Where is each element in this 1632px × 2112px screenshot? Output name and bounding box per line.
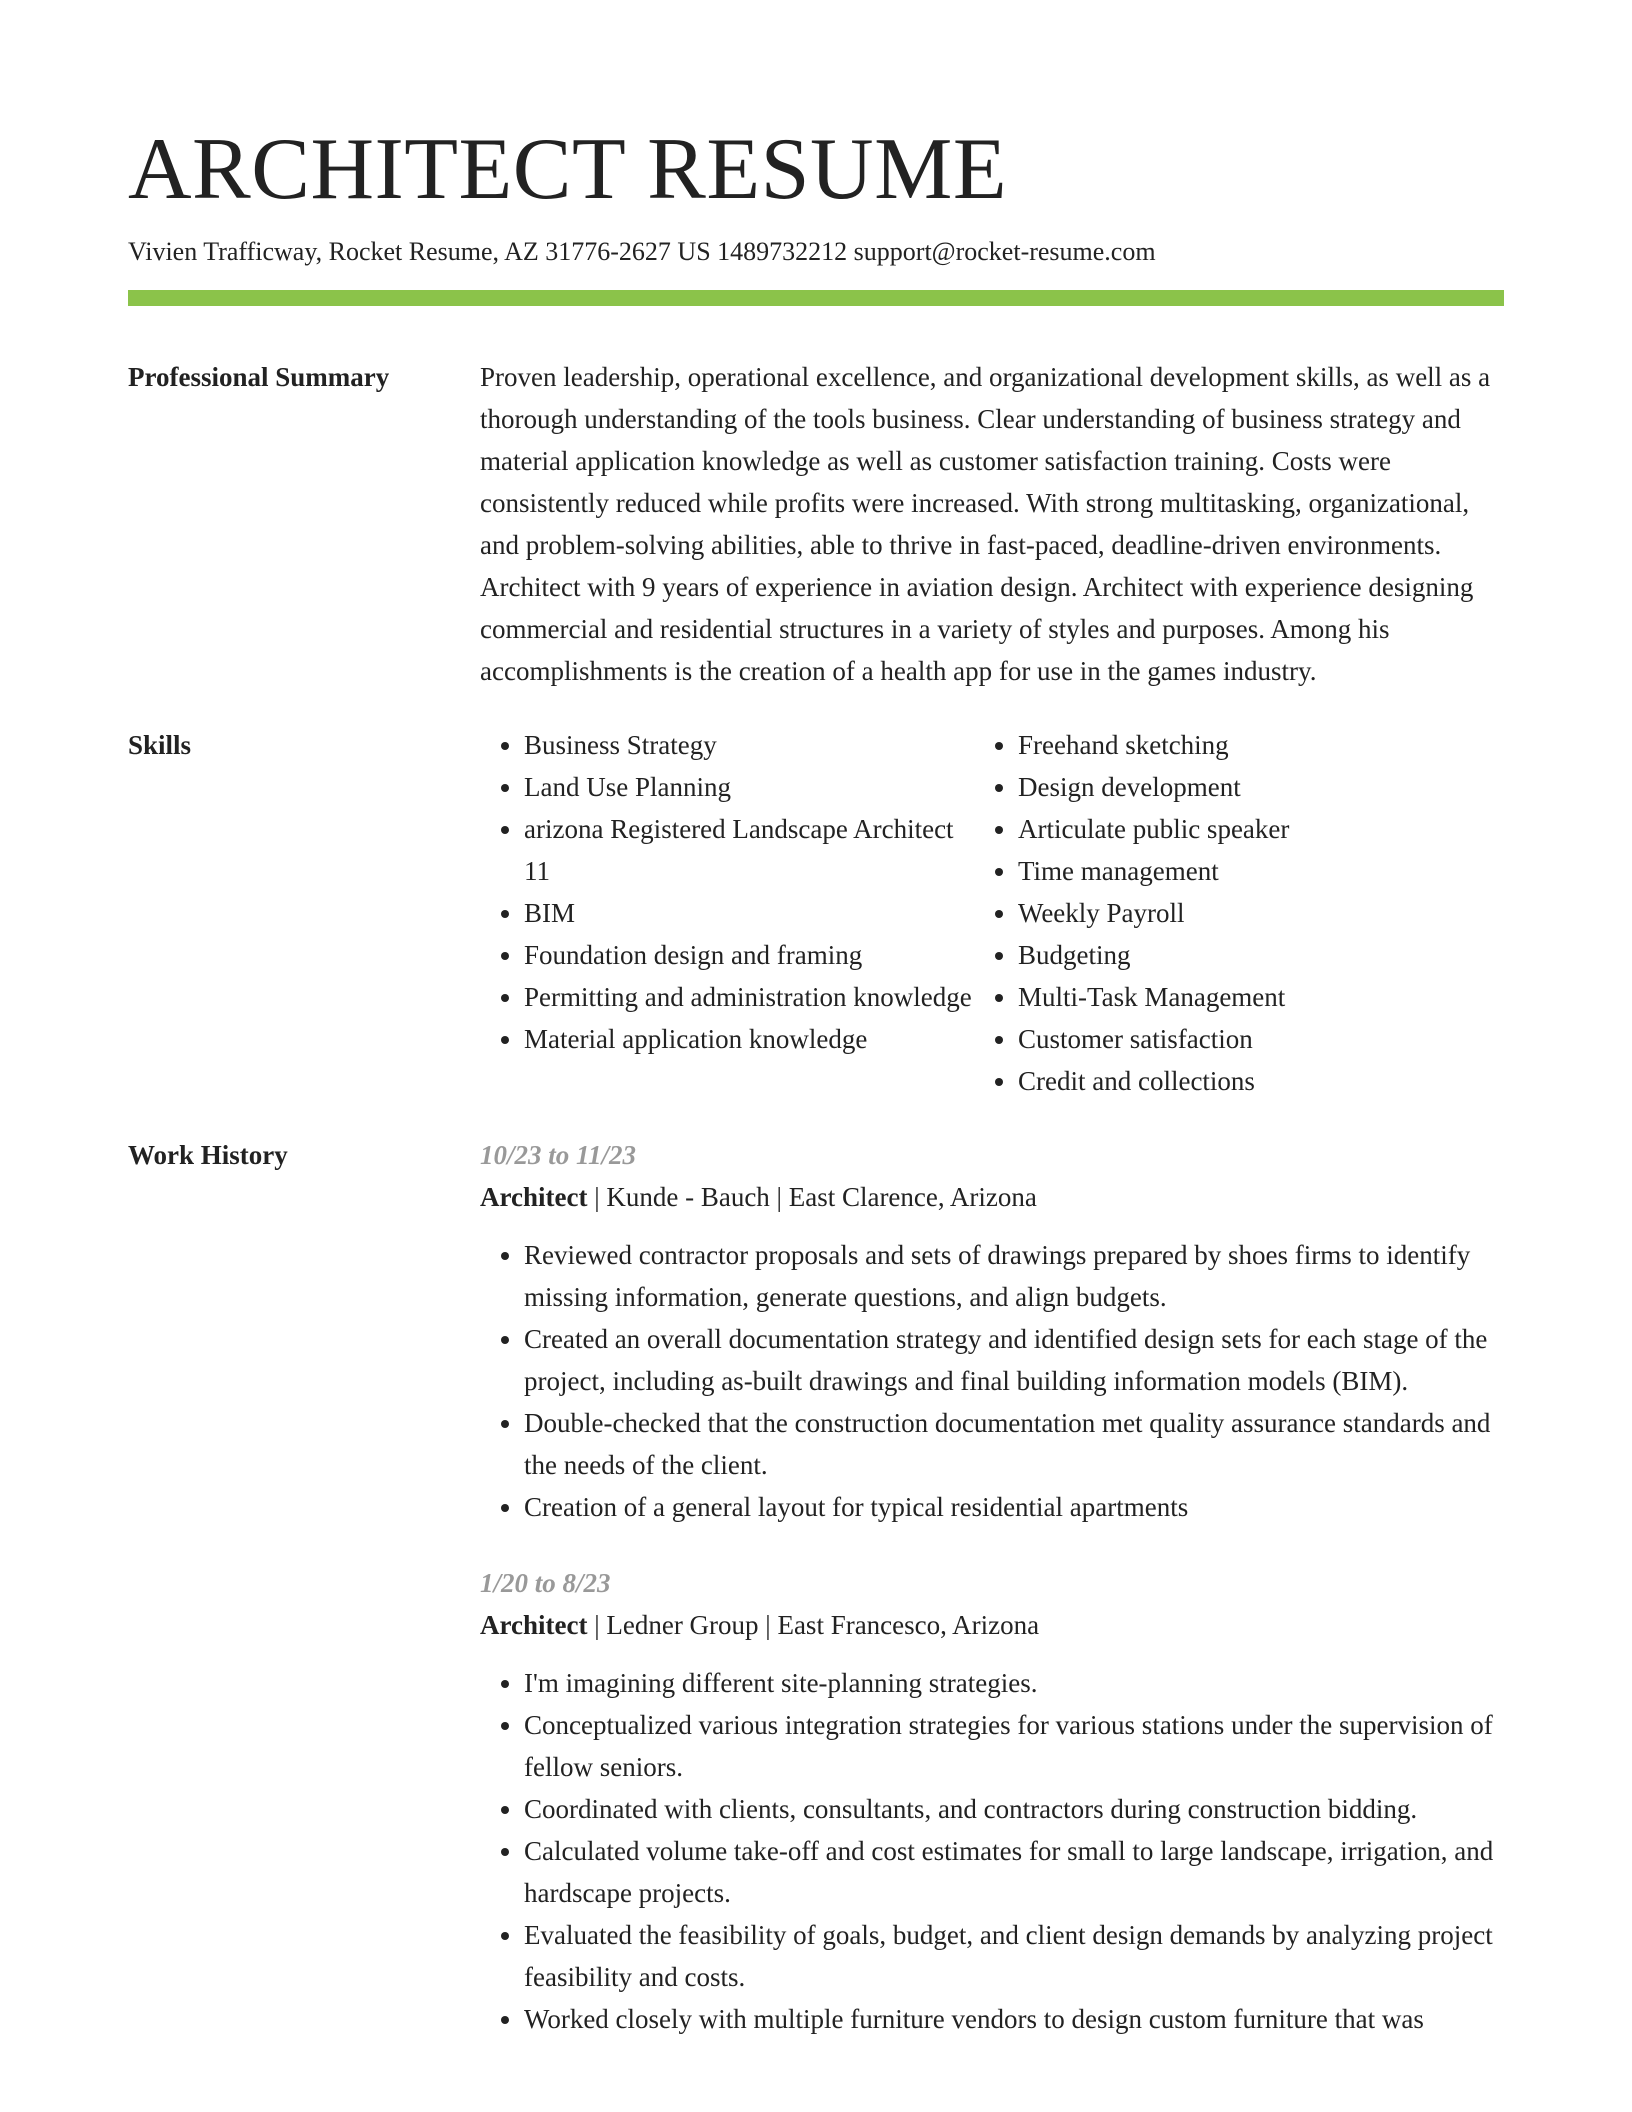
job-bullet: • Coordinated with clients, consultants, and contractors during construction bidding. [524,1788,1504,1830]
job-heading [480,1604,1504,1646]
job-bullet: • Worked closely with multiple furniture vendors to design custom furniture that was [524,1998,1504,2040]
summary-section [128,356,1504,692]
skill-item: • Customer satisfaction [1018,1018,1289,1060]
work-history-body [480,1134,1504,2074]
skill-item: • Permitting and administration knowledge [524,976,984,1018]
job-title: Architect [480,1182,588,1212]
skills-list-2 [974,724,1289,1102]
job-bullet: • Double-checked that the construction documentation met quality assurance standards and the needs of the client. [524,1402,1504,1486]
job-details: | Ledner Group | East Francesco, Arizona [587,1610,1040,1640]
accent-divider [128,290,1504,306]
job-bullet: • Reviewed contractor proposals and sets of drawings prepared by shoes firms to identify missing information, generate questions, and align budgets. [524,1234,1504,1318]
summary-text: Proven leadership, operational excellence, and organizational development skills, as well as a thorough understanding of the tools business. Clear understanding of business strategy and material application knowledge as well as customer satisfaction training. Costs were consistently reduced while profits were increased. With strong multitasking, organizational, and problem-solving abilities, able to thrive in fast-paced, deadline-driven environments. Architect with 9 years of experience in aviation design. Architect with experience designing commercial and residential structures in a variety of styles and purposes. Among his accomplishments is the creation of a health app for use in the games industry. [480,362,1491,686]
job-bullet: • Created an overall documentation strategy and identified design sets for each stage of the project, including as-built drawings and final building information models (BIM). [524,1318,1504,1402]
work-history-section [128,1134,1504,2074]
job-bullets [480,1662,1504,2040]
skill-item: • Business Strategy [524,724,984,766]
job-bullets [480,1234,1504,1528]
job-bullet: • Conceptualized various integration strategies for various stations under the supervision of fellow seniors. [524,1704,1504,1788]
skills-columns [480,724,1504,1102]
job-date: 1/20 to 8/23 [480,1568,611,1598]
skill-item: • Freehand sketching [1018,724,1289,766]
job-date: 10/23 to 11/23 [480,1140,637,1170]
job-bullet: • Calculated volume take-off and cost estimates for small to large landscape, irrigation, and hardscape projects. [524,1830,1504,1914]
summary-label: Professional Summary [128,362,390,392]
job-entry [480,1562,1504,2040]
contact-line: Vivien Trafficway, Rocket Resume, AZ 31776-2627 US 1489732212 support@rocket-resume.com [128,237,1156,266]
resume-page [128,120,1504,2074]
skills-section [128,724,1504,1102]
skill-item: • Credit and collections [1018,1060,1289,1102]
skill-item: • Design development [1018,766,1289,808]
job-bullet: • I'm imagining different site-planning strategies. [524,1662,1504,1704]
skill-item: • Land Use Planning [524,766,984,808]
resume-title: ARCHITECT RESUME [128,121,1008,218]
job-bullet: • Evaluated the feasibility of goals, budget, and client design demands by analyzing project feasibility and costs. [524,1914,1504,1998]
skill-item: • Weekly Payroll [1018,892,1289,934]
skills-list-1 [480,724,984,1102]
skills-label: Skills [128,730,192,760]
skill-item: • Budgeting [1018,934,1289,976]
skill-item: • arizona Registered Landscape Architect 11 [524,808,984,892]
skill-item: • Material application knowledge [524,1018,984,1060]
job-entry [480,1134,1504,1528]
job-title: Architect [480,1610,588,1640]
job-bullet: • Creation of a general layout for typical residential apartments [524,1486,1504,1528]
skill-item: • Articulate public speaker [1018,808,1289,850]
work-history-label: Work History [128,1140,288,1170]
skill-item: • Time management [1018,850,1289,892]
job-heading [480,1176,1504,1218]
skill-item: • Foundation design and framing [524,934,984,976]
skill-item: • Multi-Task Management [1018,976,1289,1018]
skill-item: • BIM [524,892,984,934]
job-details: | Kunde - Bauch | East Clarence, Arizona [587,1182,1037,1212]
